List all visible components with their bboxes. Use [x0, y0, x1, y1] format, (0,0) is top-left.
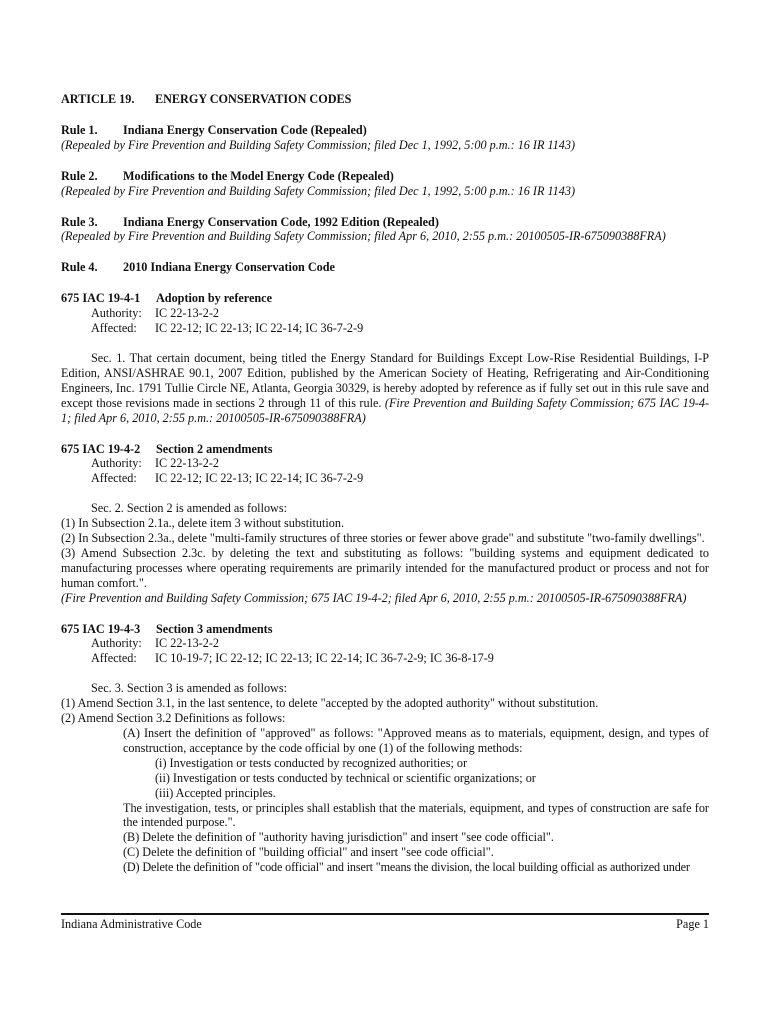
- sub-item: (C) Delete the definition of "building official" and insert "see code official".: [123, 845, 494, 860]
- authority-line: Authority: IC 22-13-2-2: [91, 306, 219, 321]
- citation: (Fire Prevention and Building Safety Commission; 675 IAC 19-4-2; filed Apr 6, 2010, 2:55 p.m.: 20100505-IR-675090388FRA): [61, 590, 687, 605]
- section-19-4-1: [61, 291, 709, 425]
- roman-item: (i) Investigation or tests conducted by recognized authorities; or: [155, 755, 468, 770]
- rule-title: 2010 Indiana Energy Conservation Code: [123, 260, 335, 275]
- rule-title: Modifications to the Model Energy Code (Repealed): [123, 168, 394, 183]
- section-intro: Sec. 2. Section 2 is amended as follows:: [91, 501, 287, 516]
- sub-item: (A) Insert the definition of "approved" as follows: "Approved means as to materials, equipment, design, and types of construction, acceptance by the code official by one (1) of the following methods:: [123, 726, 709, 755]
- affected-line: Affected: IC 10-19-7; IC 22-12; IC 22-13; IC 22-14; IC 36-7-2-9; IC 36-8-17-9: [91, 651, 494, 666]
- rule-4: [61, 260, 709, 275]
- section-number: 675 IAC 19-4-1: [61, 291, 141, 306]
- page-footer: [61, 913, 709, 932]
- roman-item: (ii) Investigation or tests conducted by technical or scientific organizations; or: [155, 770, 536, 785]
- section-19-4-3: [61, 622, 709, 876]
- repeal-note: (Repealed by Fire Prevention and Building Safety Commission; filed Dec 1, 1992, 5:00 p.m.: 16 IR 1143): [61, 183, 576, 198]
- footer-source: Indiana Administrative Code: [61, 917, 202, 931]
- rule-title: Indiana Energy Conservation Code (Repealed): [123, 122, 367, 137]
- sub-item-continuation: The investigation, tests, or principles shall establish that the materials, equipment, and types of construction are safe for the intended purpose.".: [123, 800, 709, 830]
- rule-title: Indiana Energy Conservation Code, 1992 Edition (Repealed): [123, 214, 439, 229]
- list-item: (3) Amend Subsection 2.3c. by deleting the text and substituting as follows: "building systems and equipment dedicated to manufacturing processes where operating requirements are primarily intended for the manufactured product or process and not for human comfort.".: [61, 545, 709, 590]
- rule-1: [61, 123, 709, 153]
- section-19-4-2: [61, 442, 709, 606]
- repeal-note: (Repealed by Fire Prevention and Building Safety Commission; filed Dec 1, 1992, 5:00 p.m.: 16 IR 1143): [61, 137, 576, 152]
- section-number: 675 IAC 19-4-2: [61, 441, 141, 456]
- repeal-note: (Repealed by Fire Prevention and Building Safety Commission; filed Apr 6, 2010, 2:55 p.m.: 20100505-IR-675090388FRA): [61, 229, 666, 244]
- authority-line: Authority: IC 22-13-2-2: [91, 456, 219, 471]
- sub-item: (B) Delete the definition of "authority having jurisdiction" and insert "see code official".: [123, 830, 554, 845]
- affected-line: Affected: IC 22-12; IC 22-13; IC 22-14; IC 36-7-2-9: [91, 321, 364, 336]
- affected-line: Affected: IC 22-12; IC 22-13; IC 22-14; IC 36-7-2-9: [91, 471, 364, 486]
- sub-item: (D) Delete the definition of "code official" and insert "means the division, the local building official as authorized under: [123, 860, 690, 875]
- rule-number: Rule 3.: [61, 214, 98, 229]
- citation: (Fire Prevention and Building Safety Commission; 675 IAC 19-4-1; filed Apr 6, 2010, 2:55 p.m.: 20100505-IR-675090388FRA): [61, 395, 710, 425]
- rule-number: Rule 4.: [61, 260, 98, 275]
- rule-number: Rule 2.: [61, 168, 98, 183]
- section-intro: Sec. 3. Section 3 is amended as follows:: [91, 681, 287, 696]
- section-title: Section 2 amendments: [156, 441, 273, 456]
- rule-3: [61, 215, 709, 245]
- rule-2: [61, 169, 709, 199]
- list-item: (2) In Subsection 2.3a., delete "multi-family structures of three stories or fewer above grade" and substitute "two-family dwellings".: [61, 531, 705, 546]
- section-title: Adoption by reference: [156, 291, 272, 306]
- article-number: ARTICLE 19.: [61, 92, 135, 106]
- page-number: Page 1: [676, 917, 709, 931]
- section-title: Section 3 amendments: [156, 621, 273, 636]
- authority-line: Authority: IC 22-13-2-2: [91, 636, 219, 651]
- section-body: Sec. 1. That certain document, being titled the Energy Standard for Buildings Except Low-Rise Residential Buildings, I-P Edition, ANSI/ASHRAE 90.1, 2007 Edition, published by the American Society of Heating, Refrigerating and Air-Conditioning Engineers, Inc. 1791 Tullie Circle NE, Atlanta, Georgia 30329, is hereby adopted by reference as if fully set out in this rule save and except those revisions made in sections 2 through 11 of this rule. (Fire Prevention and Building Safety Commission; 675 IAC 19-4-1; filed Apr 6, 2010, 2:55 p.m.: 20100505-IR-675090388FRA): [61, 350, 710, 425]
- article-title: ENERGY CONSERVATION CODES: [155, 92, 352, 106]
- article-heading: [61, 92, 709, 107]
- document-page: [61, 92, 709, 875]
- list-item: (1) Amend Section 3.1, in the last sentence, to delete "accepted by the adopted authority" without substitution.: [61, 696, 599, 711]
- list-item: (1) In Subsection 2.1a., delete item 3 without substitution.: [61, 516, 344, 531]
- roman-item: (iii) Accepted principles.: [155, 785, 276, 800]
- rule-number: Rule 1.: [61, 122, 98, 137]
- list-item: (2) Amend Section 3.2 Definitions as follows:: [61, 711, 286, 726]
- section-number: 675 IAC 19-4-3: [61, 621, 141, 636]
